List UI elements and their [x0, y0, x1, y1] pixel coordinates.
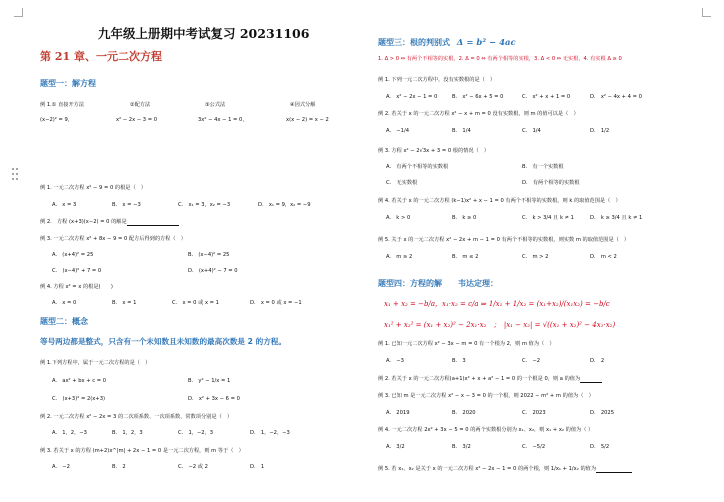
c2-option-c[interactable]: C. 1，−2，3: [178, 430, 214, 436]
section-3-label: 题型三：根的判别式: [378, 38, 450, 47]
e3-option-b[interactable]: B. 2020: [452, 410, 476, 416]
e3-option-d[interactable]: D. 2025: [590, 410, 615, 416]
question-d2: 例 2. 若关于 x 的一元二次方程 x² − x + m = 0 没有实数根，则 m 的值可以是（ ）: [378, 111, 579, 117]
d1-option-c[interactable]: C. x² + x + 1 = 0: [522, 94, 571, 100]
section-2-note: 等号两边都是整式，只含有一个未知数且未知数的最高次数是 2 的方程。: [40, 337, 286, 346]
d3-option-b[interactable]: B. 有一个实数根: [522, 164, 564, 170]
q2-answer-blank[interactable]: [127, 220, 179, 226]
c1-option-a[interactable]: A. ax² + bx + c = 0: [52, 378, 107, 384]
discriminant-formula: Δ = b² − 4ac: [456, 38, 516, 48]
method-2: ②配方法: [130, 102, 151, 108]
section-4-title: 题型四：方程的解 韦达定理：: [378, 279, 498, 288]
section-2-title: 题型二：概念: [40, 317, 88, 326]
question-e3: 例 3. 已知 m 是一元二次方程 x² − x − 3 = 0 的一个根，则 2022 − m² + m 的值为（ ）: [378, 393, 594, 399]
q1-option-c[interactable]: C. x₁ = 3，x₂ = −3: [178, 202, 231, 208]
question-d3: 例 3. 方程 x² − 2√3x + 3 = 0 根的情况（ ）: [378, 148, 490, 154]
question-c2: 例 2. 一元二次方程 x² − 2x = 3 的二次项系数、一次项系数、常数项分别是（ ）: [40, 414, 233, 420]
crop-mark-top-right: [702, 8, 711, 17]
method-1: 例 1.① 直接开方法: [40, 102, 85, 108]
question-c3: 例 3. 若关于 x 的方程 (m+2)x^|m| + 2x − 1 = 0 是一元二次方程，则 m 等于（ ）: [40, 448, 244, 454]
question-d5: 例 5. 关于 x 的一元二次方程 x² − 2x + m − 1 = 0 有两个不相等的实数根，则实数 m 的取值范围是（ ）: [378, 237, 630, 243]
d3-option-c[interactable]: C. 无实数根: [386, 180, 418, 186]
q4-option-a[interactable]: A. x = 0: [52, 300, 77, 306]
drag-handle-icon[interactable]: [12, 168, 20, 184]
d5-option-a[interactable]: A. m ≥ 2: [386, 254, 413, 260]
e1-option-c[interactable]: C. −2: [522, 358, 541, 364]
d2-option-c[interactable]: C. 1/4: [522, 128, 541, 134]
d3-option-a[interactable]: A. 有两个不相等的实数根: [386, 164, 449, 170]
e5-text: 例 5. 若 x₁、x₂ 是关于 x 的一元二次方程 x² − 2x − 1 = 0 的两个根，则 1/x₁ + 1/x₂ 的值为: [378, 466, 597, 472]
crop-mark-top-left: [14, 8, 23, 17]
c2-option-d[interactable]: D. 1，−2，−3: [250, 430, 290, 436]
equation-2: x² − 2x − 3 = 0: [116, 117, 158, 123]
e4-option-c[interactable]: C. −5/2: [522, 444, 546, 450]
d1-option-d[interactable]: D. x² − 4x + 4 = 0: [590, 94, 642, 100]
c3-option-c[interactable]: C. −2 或 2: [178, 464, 208, 470]
e1-option-b[interactable]: B. 3: [452, 358, 466, 364]
q1-option-b[interactable]: B. x = −3: [112, 202, 141, 208]
q3-option-b[interactable]: B. (x−4)² = 25: [188, 252, 230, 258]
d4-option-d[interactable]: D. k ≥ 3/4 且 k ≠ 1: [590, 215, 643, 221]
e4-option-b[interactable]: B. 3/2: [452, 444, 471, 450]
q2-text: 例 2. 方程 (x+3)(x−2) = 0 的解是: [40, 219, 127, 225]
c2-option-b[interactable]: B. 1，2，3: [112, 430, 143, 436]
d4-option-b[interactable]: B. k ≥ 0: [452, 215, 477, 221]
section-3-title: [378, 39, 516, 47]
q4-option-b[interactable]: B. x = 1: [112, 300, 137, 306]
q4-option-c[interactable]: C. x = 0 或 x = 1: [172, 300, 219, 306]
vieta-formula-2: x₁² + x₂² = (x₁ + x₂)² − 2x₁·x₂ ； |x₁ − x₂| = √((x₁ + x₂)² − 4x₁·x₂): [384, 321, 616, 329]
c3-option-d[interactable]: D. 1: [250, 464, 265, 470]
d5-option-d[interactable]: D. m < 2: [590, 254, 617, 260]
chapter-heading: 第 21 章、一元二次方程: [40, 50, 162, 63]
c1-option-d[interactable]: D. x² + 3x − 6 = 0: [188, 396, 240, 402]
c1-option-b[interactable]: B. y² − 1/x = 1: [188, 378, 231, 384]
vieta-formula-1: x₁ + x₂ = −b/a，x₁·x₂ = c/a ⇒ 1/x₁ + 1/x₂ = (x₁+x₂)/(x₁x₂) = −b/c: [384, 300, 610, 308]
e2-text: 例 2. 若关于 x 的一元二次方程(a+1)x² + x + a² − 1 = 0 的一个根是 0，则 a 的值为: [378, 376, 581, 382]
d2-option-b[interactable]: B. 1/4: [452, 128, 471, 134]
question-q2: [40, 219, 179, 226]
question-e1: 例 1. 已知一元二次方程 x² − 3x − m = 0 有一个根为 2，则 m 值为（ ）: [378, 341, 555, 347]
e3-option-a[interactable]: A. 2019: [386, 410, 410, 416]
d1-option-b[interactable]: B. x² − 6x + 5 = 0: [452, 94, 504, 100]
question-q1: 例 1. 一元二次方程 x² − 9 = 0 的根是（ ）: [40, 185, 147, 191]
d5-option-b[interactable]: B. m ≤ 2: [452, 254, 479, 260]
section-1-title: 题型一：解方程: [40, 79, 96, 88]
q3-option-a[interactable]: A. (x+4)² = 25: [52, 252, 94, 258]
c1-option-c[interactable]: C. (x+3)² = 2(x+3): [52, 396, 106, 402]
c3-option-a[interactable]: A. −2: [52, 464, 70, 470]
equation-1: (x−2)² = 9，: [40, 117, 73, 123]
e1-option-d[interactable]: D. 2: [590, 358, 605, 364]
d2-option-d[interactable]: D. 1/2: [590, 128, 610, 134]
q1-option-a[interactable]: A. x = 3: [52, 202, 77, 208]
method-3: ③公式法: [205, 102, 226, 108]
question-q3: 例 3. 一元二次方程 x² + 8x − 9 = 0 配方后得到的方程（ ）: [40, 236, 186, 242]
e5-answer-blank[interactable]: [596, 467, 632, 473]
e1-option-a[interactable]: A. −3: [386, 358, 404, 364]
d2-option-a[interactable]: A. −1/4: [386, 128, 409, 134]
e2-answer-blank[interactable]: [580, 377, 602, 383]
q1-option-d[interactable]: D. x₁ = 9，x₂ = −9: [258, 202, 311, 208]
d1-option-a[interactable]: A. x² − 2x − 1 = 0: [386, 94, 438, 100]
d3-option-d[interactable]: D. 有两个相等的实数根: [522, 180, 580, 186]
c3-option-b[interactable]: B. 2: [112, 464, 126, 470]
q3-option-d[interactable]: D. (x+4)² − 7 = 0: [188, 268, 238, 274]
question-e4: 例 4. 一元二次方程 2x² + 3x − 5 = 0 的两个实数根分别为 x₁、x₂，则 x₁ + x₂ 的值为（ ）: [378, 427, 594, 433]
question-d4: 例 4. 若关于 x 的一元二次方程 (k−1)x² + x − 1 = 0 有两个不相等的实数根，则 k 的取值范围是（ ）: [378, 198, 621, 204]
e3-option-c[interactable]: C. 2023: [522, 410, 546, 416]
page-title: 九年级上册期中考试复习 20231106: [98, 26, 310, 41]
question-e2: [378, 376, 602, 383]
d4-option-c[interactable]: C. k > 3/4 且 k ≠ 1: [522, 215, 574, 221]
question-e5: [378, 466, 632, 473]
method-4: ④因式分解: [290, 102, 316, 108]
discriminant-rule: 1. Δ > 0 ⇔ 有两个不相等的实根，2. Δ = 0 ⇔ 有两个相等的实根，3. Δ < 0 ⇔ 无实根，4. 有实根 Δ ≥ 0: [378, 56, 622, 62]
e4-option-a[interactable]: A. 3/2: [386, 444, 405, 450]
question-c1: 例 1.下列方程中，属于一元二次方程的是（ ）: [40, 360, 151, 366]
equation-4: x(x − 2) = x − 2: [286, 117, 329, 123]
question-d1: 例 1. 下列一元二次方程中，没有实数根的是（ ）: [378, 77, 496, 83]
q3-option-c[interactable]: C. (x−4)² + 7 = 0: [52, 268, 102, 274]
equation-3: 3x² − 4x − 1 = 0，: [198, 117, 248, 123]
d5-option-c[interactable]: C. m > 2: [522, 254, 549, 260]
e4-option-d[interactable]: D. 5/2: [590, 444, 610, 450]
q4-option-d[interactable]: D. x = 0 或 x = −1: [250, 300, 302, 306]
question-q4: 例 4. 方程 x² = x 的根是( ): [40, 284, 113, 290]
c2-option-a[interactable]: A. 1，2，−3: [52, 430, 87, 436]
d4-option-a[interactable]: A. k > 0: [386, 215, 411, 221]
